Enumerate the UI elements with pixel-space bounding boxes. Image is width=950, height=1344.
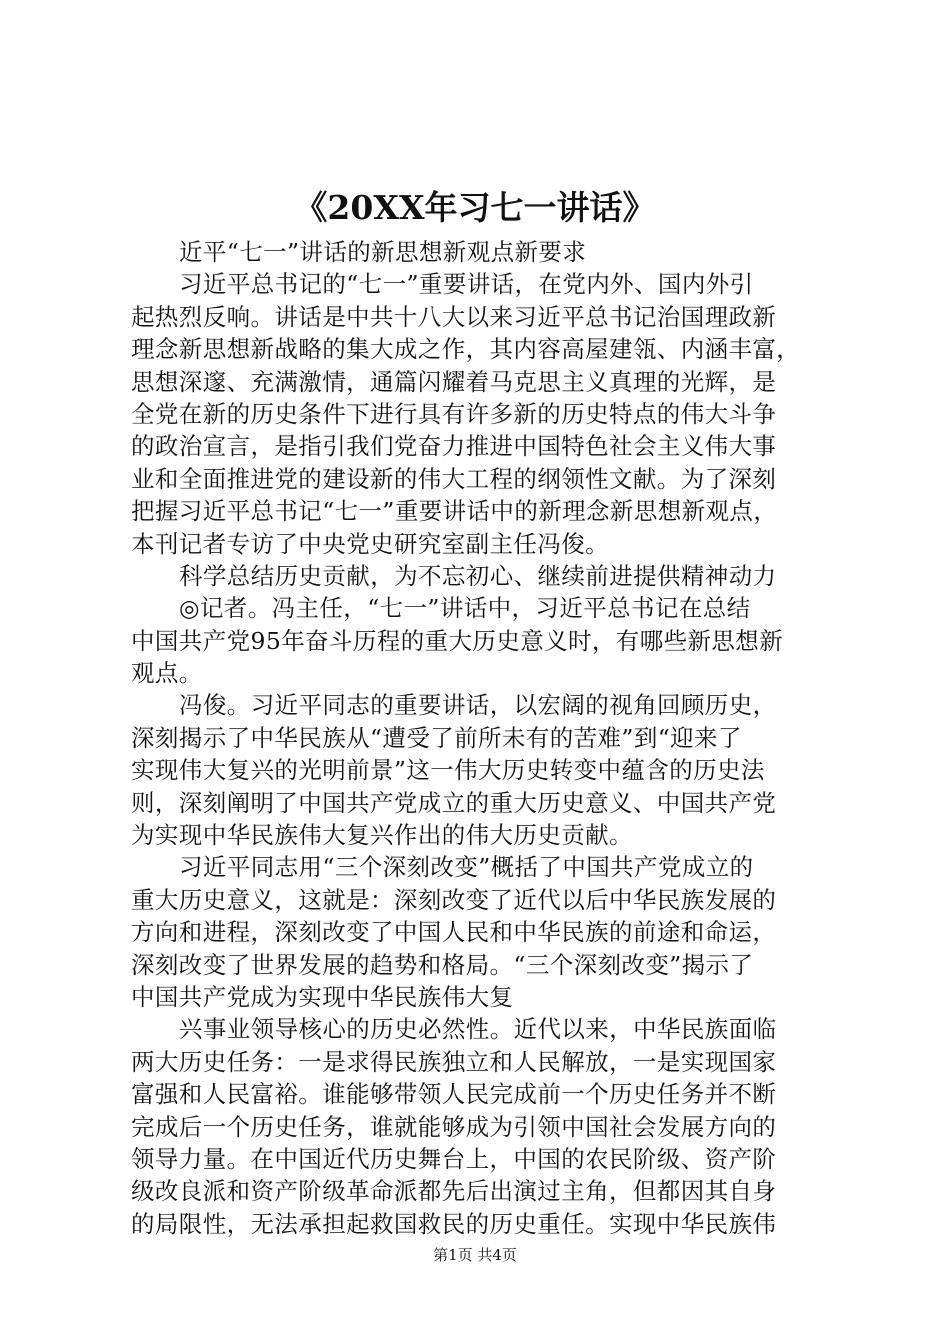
text-line: 习近平同志用“三个深刻改变”概括了中国共产党成立的 [179, 853, 754, 882]
text-line: 兴事业领导核心的历史必然性。近代以来，中华民族面临 [179, 1015, 777, 1044]
text-line: 科学总结历史贡献，为不忘初心、继续前进提供精神动力 [179, 561, 777, 590]
text-line: 深刻改变了世界发展的趋势和格局。“三个深刻改变”揭示了 [131, 950, 754, 979]
text-line: 完成后一个历史任务，谁就能够成为引领中国社会发展方向的 [131, 1112, 777, 1141]
text-line: 的政治宣言，是指引我们党奋力推进中国特色社会主义伟大事 [131, 432, 777, 461]
text-line: 起热烈反响。讲话是中共十八大以来习近平总书记治国理政新 [131, 302, 777, 331]
document-body [131, 236, 831, 1240]
text-line: 把握习近平总书记“七一”重要讲话中的新理念新思想新观点， [131, 497, 778, 526]
text-line: 方向和进程，深刻改变了中国人民和中华民族的前途和命运， [131, 918, 777, 947]
text-line: 观点。 [131, 659, 203, 688]
text-line: 本刊记者专访了中央党史研究室副主任冯俊。 [131, 529, 609, 558]
text-line: 全党在新的历史条件下进行具有许多新的历史特点的伟大斗争 [131, 399, 777, 428]
text-line: 理念新思想新战略的集大成之作，其内容高屋建瓴、内涵丰富， [131, 335, 801, 364]
text-line: 级改良派和资产阶级革命派都先后出演过主角，但都因其自身 [131, 1177, 777, 1206]
text-line: 为实现中华民族伟大复兴作出的伟大历史贡献。 [131, 821, 633, 850]
text-line: 领导力量。在中国近代历史舞台上，中国的农民阶级、资产阶 [131, 1144, 777, 1173]
text-line: 深刻揭示了中华民族从“遭受了前所未有的苦难”到“迎来了 [131, 723, 742, 752]
text-line: 习近平总书记的“七一”重要讲话，在党内外、国内外引 [179, 270, 754, 299]
text-line: 思想深邃、充满激情，通篇闪耀着马克思主义真理的光辉，是 [131, 367, 777, 396]
page-footer: 第1页 共4页 [433, 1246, 517, 1264]
text-line: 冯俊。习近平同志的重要讲话，以宏阔的视角回顾历史， [179, 691, 777, 720]
text-line: 富强和人民富裕。谁能够带领人民完成前一个历史任务并不断 [131, 1080, 777, 1109]
text-line: 近平“七一”讲话的新思想新观点新要求 [179, 238, 587, 266]
text-line: 重大历史意义，这就是：深刻改变了近代以后中华民族发展的 [131, 885, 777, 914]
text-line: 业和全面推进党的建设新的伟大工程的纲领性文献。为了深刻 [131, 464, 777, 493]
text-line: ◎记者。冯主任，“七一”讲话中，习近平总书记在总结 [179, 594, 751, 623]
text-line: 中国共产党95年奋斗历程的重大历史意义时，有哪些新思想新 [131, 626, 784, 655]
text-line: 则，深刻阐明了中国共产党成立的重大历史意义、中国共产党 [131, 788, 777, 817]
text-line: 实现伟大复兴的光明前景”这一伟大历史转变中蕴含的历史法 [131, 756, 765, 785]
document-title: 《20XX年习七一讲话》 [294, 188, 656, 227]
text-line: 中国共产党成为实现中华民族伟大复 [131, 982, 514, 1011]
text-line: 的局限性，无法承担起救国救民的历史重任。实现中华民族伟 [131, 1209, 777, 1238]
text-line: 两大历史任务：一是求得民族独立和人民解放，一是实现国家 [131, 1047, 777, 1076]
